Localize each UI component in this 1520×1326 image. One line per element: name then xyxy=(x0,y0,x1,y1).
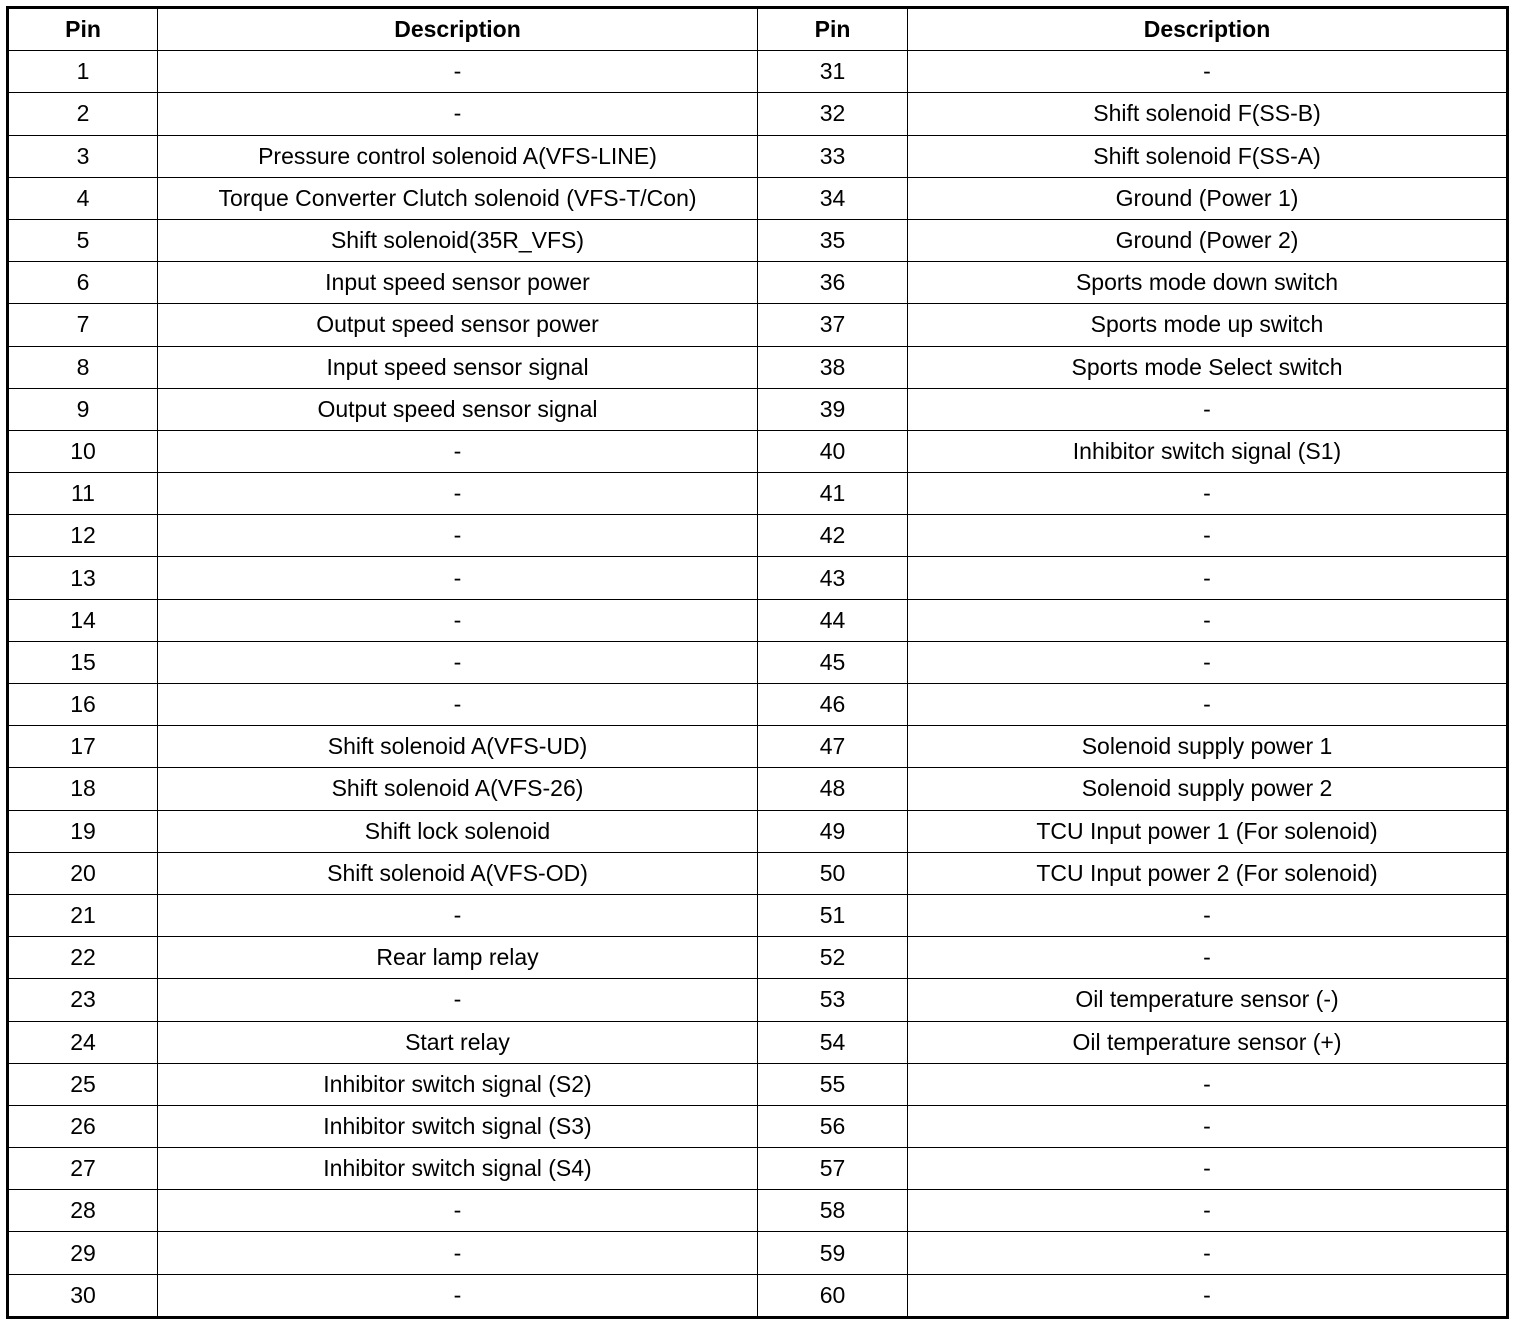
description-left-cell: Shift lock solenoid xyxy=(158,810,758,852)
pin-left-cell: 12 xyxy=(8,515,158,557)
pin-left-cell: 15 xyxy=(8,641,158,683)
table-row xyxy=(8,346,1508,388)
pin-right-cell: 59 xyxy=(758,1232,908,1274)
description-left-cell: - xyxy=(158,515,758,557)
description-right-cell: - xyxy=(908,473,1508,515)
description-left-cell: Shift solenoid A(VFS-UD) xyxy=(158,726,758,768)
description-right-cell: Ground (Power 2) xyxy=(908,219,1508,261)
table-row xyxy=(8,473,1508,515)
table-row xyxy=(8,599,1508,641)
description-left-cell: Pressure control solenoid A(VFS-LINE) xyxy=(158,135,758,177)
pin-left-cell: 10 xyxy=(8,430,158,472)
description-left-cell: Output speed sensor power xyxy=(158,304,758,346)
description-left-cell: Shift solenoid A(VFS-OD) xyxy=(158,852,758,894)
table-row xyxy=(8,1021,1508,1063)
header-pin-left: Pin xyxy=(8,8,158,51)
description-right-cell: - xyxy=(908,515,1508,557)
description-right-cell: - xyxy=(908,557,1508,599)
table-row xyxy=(8,304,1508,346)
pin-left-cell: 7 xyxy=(8,304,158,346)
pin-right-cell: 60 xyxy=(758,1274,908,1317)
pin-right-cell: 34 xyxy=(758,177,908,219)
pin-right-cell: 55 xyxy=(758,1063,908,1105)
description-right-cell: - xyxy=(908,937,1508,979)
description-left-cell: Inhibitor switch signal (S2) xyxy=(158,1063,758,1105)
description-right-cell: TCU Input power 1 (For solenoid) xyxy=(908,810,1508,852)
pin-left-cell: 23 xyxy=(8,979,158,1021)
description-right-cell: - xyxy=(908,1105,1508,1147)
pin-right-cell: 49 xyxy=(758,810,908,852)
pin-right-cell: 31 xyxy=(758,51,908,93)
description-left-cell: Shift solenoid(35R_VFS) xyxy=(158,219,758,261)
description-right-cell: - xyxy=(908,388,1508,430)
pin-right-cell: 41 xyxy=(758,473,908,515)
table-row xyxy=(8,388,1508,430)
pin-left-cell: 1 xyxy=(8,51,158,93)
pin-left-cell: 11 xyxy=(8,473,158,515)
description-right-cell: - xyxy=(908,1274,1508,1317)
description-left-cell: - xyxy=(158,51,758,93)
description-right-cell: Solenoid supply power 1 xyxy=(908,726,1508,768)
table-row xyxy=(8,177,1508,219)
pin-right-cell: 44 xyxy=(758,599,908,641)
description-right-cell: Sports mode up switch xyxy=(908,304,1508,346)
pin-left-cell: 27 xyxy=(8,1148,158,1190)
table-body xyxy=(8,51,1508,1318)
header-pin-right: Pin xyxy=(758,8,908,51)
pin-right-cell: 57 xyxy=(758,1148,908,1190)
description-right-cell: Ground (Power 1) xyxy=(908,177,1508,219)
description-right-cell: - xyxy=(908,894,1508,936)
description-left-cell: - xyxy=(158,599,758,641)
table-row xyxy=(8,1232,1508,1274)
description-right-cell: - xyxy=(908,641,1508,683)
description-right-cell: TCU Input power 2 (For solenoid) xyxy=(908,852,1508,894)
pin-right-cell: 52 xyxy=(758,937,908,979)
description-left-cell: Start relay xyxy=(158,1021,758,1063)
table-row xyxy=(8,219,1508,261)
table-row xyxy=(8,515,1508,557)
pin-right-cell: 33 xyxy=(758,135,908,177)
description-left-cell: Inhibitor switch signal (S4) xyxy=(158,1148,758,1190)
description-left-cell: Rear lamp relay xyxy=(158,937,758,979)
description-left-cell: - xyxy=(158,473,758,515)
pin-description-table xyxy=(6,6,1509,1319)
description-right-cell: Sports mode Select switch xyxy=(908,346,1508,388)
description-right-cell: - xyxy=(908,1148,1508,1190)
table-row xyxy=(8,1190,1508,1232)
pin-right-cell: 47 xyxy=(758,726,908,768)
pin-left-cell: 9 xyxy=(8,388,158,430)
description-left-cell: - xyxy=(158,1190,758,1232)
description-left-cell: Shift solenoid A(VFS-26) xyxy=(158,768,758,810)
table-row xyxy=(8,726,1508,768)
pin-right-cell: 46 xyxy=(758,684,908,726)
table-header-row xyxy=(8,8,1508,51)
description-right-cell: Oil temperature sensor (+) xyxy=(908,1021,1508,1063)
description-left-cell: - xyxy=(158,557,758,599)
pin-left-cell: 30 xyxy=(8,1274,158,1317)
description-right-cell: Sports mode down switch xyxy=(908,262,1508,304)
table-row xyxy=(8,1148,1508,1190)
description-right-cell: Oil temperature sensor (-) xyxy=(908,979,1508,1021)
pin-right-cell: 56 xyxy=(758,1105,908,1147)
pin-right-cell: 53 xyxy=(758,979,908,1021)
pin-right-cell: 45 xyxy=(758,641,908,683)
table-row xyxy=(8,1063,1508,1105)
pin-left-cell: 2 xyxy=(8,93,158,135)
table-row xyxy=(8,135,1508,177)
pin-left-cell: 13 xyxy=(8,557,158,599)
table-row xyxy=(8,768,1508,810)
pin-right-cell: 58 xyxy=(758,1190,908,1232)
pin-left-cell: 6 xyxy=(8,262,158,304)
table-row xyxy=(8,852,1508,894)
description-left-cell: Inhibitor switch signal (S3) xyxy=(158,1105,758,1147)
description-right-cell: - xyxy=(908,51,1508,93)
pin-right-cell: 37 xyxy=(758,304,908,346)
table-row xyxy=(8,93,1508,135)
pin-left-cell: 14 xyxy=(8,599,158,641)
table-row xyxy=(8,979,1508,1021)
table-row xyxy=(8,262,1508,304)
pin-left-cell: 20 xyxy=(8,852,158,894)
pin-left-cell: 22 xyxy=(8,937,158,979)
description-right-cell: - xyxy=(908,1063,1508,1105)
pin-right-cell: 50 xyxy=(758,852,908,894)
pin-left-cell: 16 xyxy=(8,684,158,726)
pin-left-cell: 29 xyxy=(8,1232,158,1274)
pin-left-cell: 28 xyxy=(8,1190,158,1232)
description-left-cell: - xyxy=(158,641,758,683)
table-row xyxy=(8,557,1508,599)
header-description-right: Description xyxy=(908,8,1508,51)
table-row xyxy=(8,684,1508,726)
table-row xyxy=(8,1105,1508,1147)
description-left-cell: - xyxy=(158,894,758,936)
table-row xyxy=(8,641,1508,683)
pin-left-cell: 17 xyxy=(8,726,158,768)
description-left-cell: Input speed sensor signal xyxy=(158,346,758,388)
table-row xyxy=(8,810,1508,852)
pin-right-cell: 51 xyxy=(758,894,908,936)
description-left-cell: - xyxy=(158,1232,758,1274)
table-row xyxy=(8,894,1508,936)
pin-right-cell: 35 xyxy=(758,219,908,261)
pin-right-cell: 43 xyxy=(758,557,908,599)
description-right-cell: Shift solenoid F(SS-A) xyxy=(908,135,1508,177)
description-right-cell: - xyxy=(908,1232,1508,1274)
pin-left-cell: 18 xyxy=(8,768,158,810)
pin-left-cell: 24 xyxy=(8,1021,158,1063)
table-row xyxy=(8,937,1508,979)
description-left-cell: - xyxy=(158,1274,758,1317)
pin-left-cell: 3 xyxy=(8,135,158,177)
header-description-left: Description xyxy=(158,8,758,51)
pin-left-cell: 19 xyxy=(8,810,158,852)
description-left-cell: - xyxy=(158,93,758,135)
pin-right-cell: 40 xyxy=(758,430,908,472)
description-left-cell: Input speed sensor power xyxy=(158,262,758,304)
pin-left-cell: 25 xyxy=(8,1063,158,1105)
description-left-cell: Torque Converter Clutch solenoid (VFS-T/Con) xyxy=(158,177,758,219)
description-right-cell: Inhibitor switch signal (S1) xyxy=(908,430,1508,472)
description-right-cell: Shift solenoid F(SS-B) xyxy=(908,93,1508,135)
pin-right-cell: 38 xyxy=(758,346,908,388)
description-left-cell: - xyxy=(158,430,758,472)
table-row xyxy=(8,430,1508,472)
pin-right-cell: 39 xyxy=(758,388,908,430)
pin-left-cell: 8 xyxy=(8,346,158,388)
pin-left-cell: 4 xyxy=(8,177,158,219)
pin-right-cell: 48 xyxy=(758,768,908,810)
pin-left-cell: 21 xyxy=(8,894,158,936)
description-right-cell: Solenoid supply power 2 xyxy=(908,768,1508,810)
pin-right-cell: 32 xyxy=(758,93,908,135)
description-left-cell: - xyxy=(158,684,758,726)
description-right-cell: - xyxy=(908,684,1508,726)
pin-right-cell: 54 xyxy=(758,1021,908,1063)
table-row xyxy=(8,1274,1508,1317)
description-right-cell: - xyxy=(908,1190,1508,1232)
description-left-cell: Output speed sensor signal xyxy=(158,388,758,430)
description-left-cell: - xyxy=(158,979,758,1021)
description-right-cell: - xyxy=(908,599,1508,641)
table-row xyxy=(8,51,1508,93)
pin-right-cell: 42 xyxy=(758,515,908,557)
pin-left-cell: 5 xyxy=(8,219,158,261)
pin-right-cell: 36 xyxy=(758,262,908,304)
pin-left-cell: 26 xyxy=(8,1105,158,1147)
